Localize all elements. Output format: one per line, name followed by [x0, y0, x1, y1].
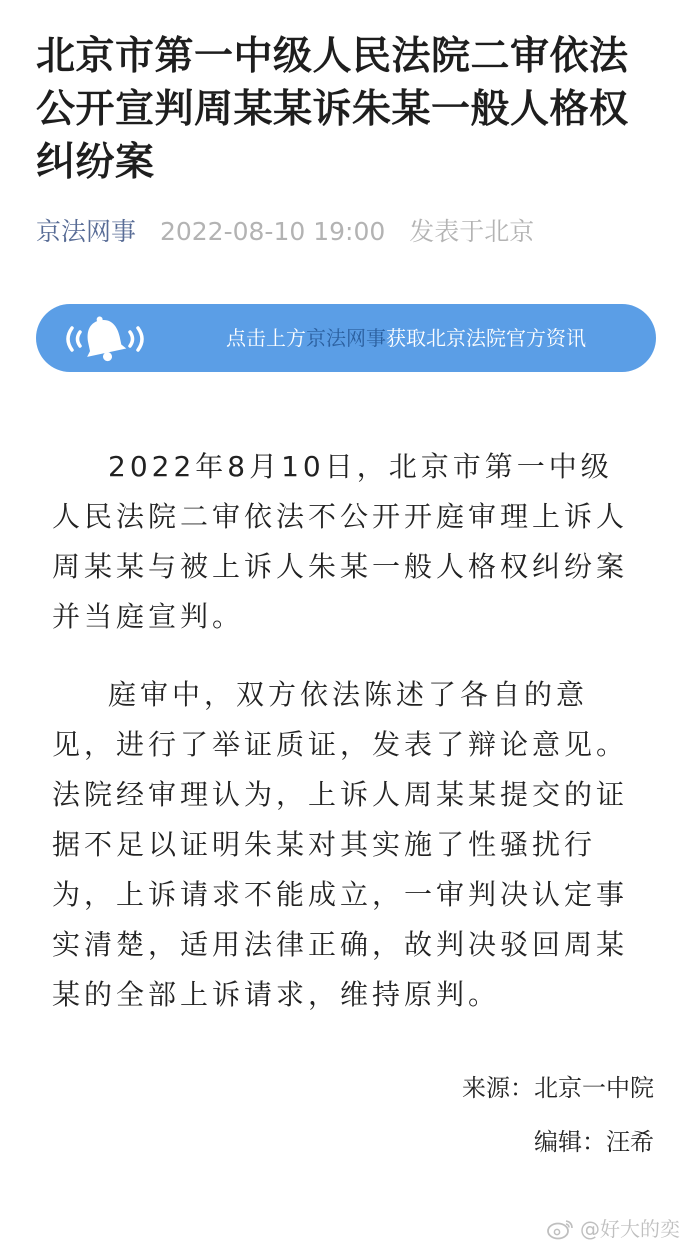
watermark-text: @好大的奕 — [580, 1217, 680, 1241]
follow-banner[interactable] — [36, 304, 656, 372]
article-title: 北京市第一中级人民法院二审依法公开宣判周某某诉朱某一般人格权纠纷案 — [36, 34, 629, 185]
watermark — [546, 1216, 680, 1242]
banner-suffix: 获取北京法院官方资讯 — [386, 326, 586, 350]
banner-account-highlight: 京法网事 — [306, 326, 386, 350]
article-meta — [36, 212, 534, 252]
body-paragraph: 2022年8月10日，北京市第一中级人民法院二审依法不公开开庭审理上诉人周某某与被上诉人朱某一般人格权纠纷案并当庭宣判。 — [52, 450, 629, 633]
publish-date: 2022-08-10 19:00 — [159, 217, 386, 246]
banner-prefix: 点击上方 — [226, 326, 306, 350]
article-source: 来源：北京一中院 — [462, 1074, 654, 1102]
banner-text — [166, 304, 646, 372]
account-name-link[interactable]: 京法网事 — [36, 217, 137, 246]
article-body — [52, 442, 642, 1048]
article-editor: 编辑：汪希 — [534, 1128, 654, 1156]
body-paragraph: 庭审中，双方依法陈述了各自的意见，进行了举证质证，发表了辩论意见。法院经审理认为，上诉人周某某提交的证据不足以证明朱某对其实施了性骚扰行为，上诉请求不能成立，一审判决认定事实清楚，适用法律正确，故判决驳回周某某的全部上诉请求，维持原判。 — [52, 678, 629, 1011]
bell-icon — [58, 314, 150, 364]
publish-location: 发表于北京 — [409, 217, 535, 246]
weibo-icon — [546, 1218, 574, 1240]
